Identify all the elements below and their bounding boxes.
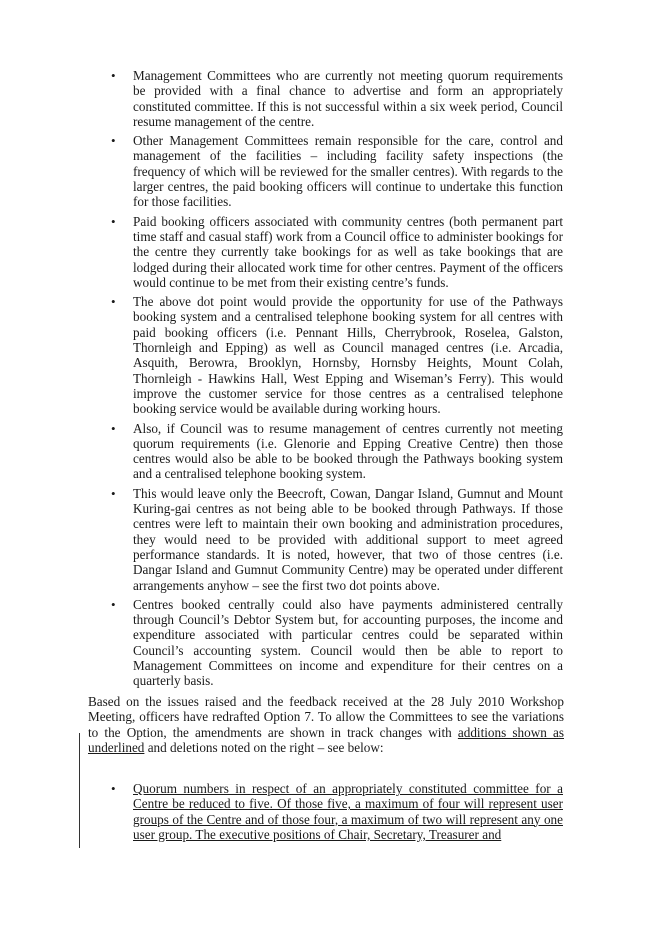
- amended-bullet-list: [111, 781, 563, 842]
- bullet-item: [111, 68, 563, 129]
- body-paragraph: [88, 694, 564, 755]
- bullet-text: This would leave only the Beecroft, Cowan, Dangar Island, Gumnut and Mount Kuring-gai centres as not being able to be booked through Pathways. If those centres were left to maintain their own booking and administration procedures, they would need to be provided with additional support to meet agreed performance standards. It is noted, however, that two of those centres (i.e. Dangar Island and Gumnut Community Centre) may be operated under different arrangements anyhow – see the first two dot points above.: [133, 485, 563, 593]
- bullet-dot-icon: •: [111, 596, 116, 612]
- bullet-text: Centres booked centrally could also have payments administered centrally through Council’s Debtor System but, for accounting purposes, the income and expenditure associated with particular centres could be separated within Council’s accounting system. Council would then be able to report to Management Committees on income and expenditure for their centres on a quarterly basis.: [133, 596, 563, 689]
- underlined-text: additions shown as underlined: [88, 724, 564, 755]
- bullet-dot-icon: •: [111, 294, 116, 310]
- bullet-list: [111, 68, 563, 693]
- bullet-item: [111, 485, 563, 593]
- bullet-dot-icon: •: [111, 485, 116, 501]
- bullet-text: Management Committees who are currently not meeting quorum requirements be provided with a final chance to advertise and form an appropriately constituted committee. If this is not successful within a six week period, Council resume management of the centre.: [133, 68, 563, 129]
- bullet-text: Paid booking officers associated with community centres (both permanent part time staff and casual staff) work from a Council office to administer bookings for the centre they currently take bookings for as well as take bookings that are lodged during their allocated work time for other centres. Payment of the officers would continue to be met from their existing centre’s funds.: [133, 213, 563, 290]
- bullet-text: Also, if Council was to resume management of centres currently not meeting quorum requirements (i.e. Glenorie and Epping Creative Centre) then those centres would also be able to be booked through the Pathways booking system and a centralised telephone booking system.: [133, 420, 563, 482]
- bullet-dot-icon: •: [111, 781, 116, 796]
- bullet-dot-icon: •: [111, 420, 116, 436]
- bullet-dot-icon: •: [111, 133, 116, 149]
- bullet-text: The above dot point would provide the opportunity for use of the Pathways booking system and a centralised telephone booking system for all centres with paid booking officers (i.e. Pennant Hills, Cherrybrook, Roselea, Galston, Thornleigh and Epping) as well as Council managed centres (i.e. Arcadia, Asquith, Berowra, Brooklyn, Hornsby, Hornsby Heights, Mount Colah, Thornleigh - Hawkins Hall, West Epping and Wiseman’s Ferry). This would improve the customer service for those centres as a centralised telephone booking service would be available during working hours.: [133, 294, 563, 417]
- para-text-end: and deletions noted on the right – see below:: [144, 739, 384, 755]
- para-text: Based on the issues raised and the feedback received at the 28 July 2010 Workshop Meeting, officers have redrafted Option 7. To allow the Committees to see the variations to the Option, the amendments are shown in track changes with: [88, 694, 564, 740]
- bullet-item: [111, 133, 563, 210]
- bullet-item: [111, 294, 563, 417]
- bullet-text: Other Management Committees remain responsible for the care, control and management of the facilities – including facility safety inspections (the frequency of which will be reviewed for the smaller centres). With regards to the larger centres, the paid booking officers will continue to undertake this function for those facilities.: [133, 133, 563, 210]
- bullet-item: [111, 213, 563, 290]
- change-bar: [79, 733, 80, 848]
- bullet-dot-icon: •: [111, 213, 116, 229]
- bullet-dot-icon: •: [111, 68, 116, 83]
- bullet-item: [111, 596, 563, 689]
- bullet-item: [111, 781, 563, 842]
- bullet-item: [111, 420, 563, 482]
- underlined-bullet-text: Quorum numbers in respect of an appropriately constituted committee for a Centre be reduced to five. Of those five, a maximum of four will represent user groups of the Centre and of those four, a maximum of two will represent any one user group. The executive positions of Chair, Secretary, Treasurer and: [133, 781, 563, 842]
